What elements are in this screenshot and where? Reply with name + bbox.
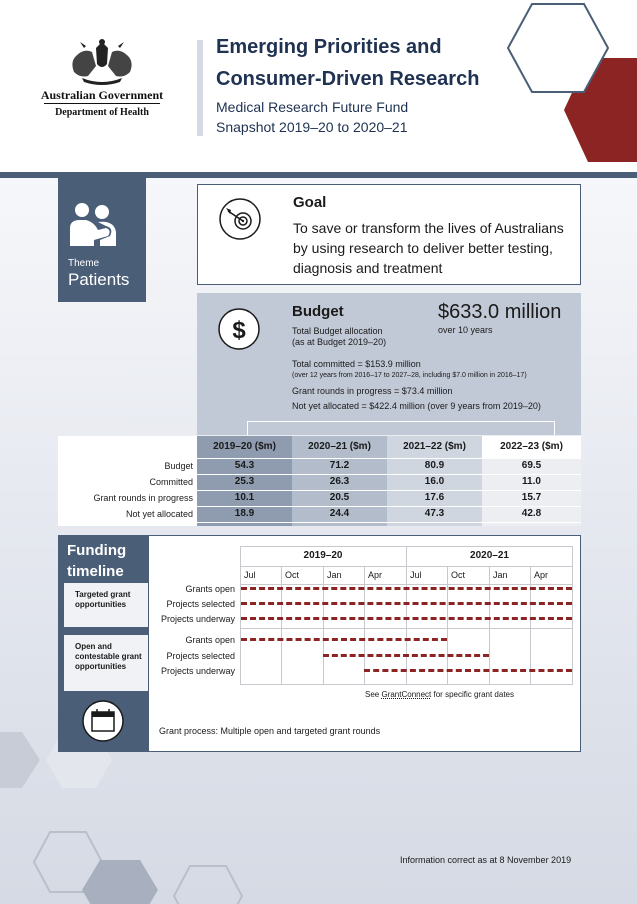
grid-line: [572, 546, 573, 684]
table-cell: 47.3: [424, 508, 445, 519]
table-cell: 42.8: [521, 508, 542, 519]
page-title-line2: Consumer-Driven Research: [216, 68, 480, 90]
year-header: 2019–20: [303, 550, 343, 561]
funding-timeline-title-line1: Funding: [67, 542, 127, 559]
row-label: Committed: [149, 477, 193, 487]
funding-timeline-title: [67, 540, 126, 582]
calendar-icon: [81, 699, 125, 743]
budget-committed: Total committed = $153.9 million: [292, 359, 421, 369]
funding-timeline-title-line2: timeline: [67, 563, 124, 580]
table-header: 2021–22 ($m): [403, 441, 466, 452]
subtitle-line1: Medical Research Future Fund: [216, 99, 409, 115]
month-header: Apr: [368, 570, 383, 580]
lane-label: Grants open: [185, 584, 235, 594]
month-header: Jan: [493, 570, 508, 580]
goal-box: [197, 184, 581, 285]
budget-title: Budget: [292, 303, 344, 320]
grid-line: [530, 566, 531, 684]
table-cell: 18.9: [234, 508, 255, 519]
timeline-bar: [241, 602, 572, 605]
budget-bracket: [247, 421, 555, 435]
lane-label: Grants open: [185, 635, 235, 645]
timeline-bar: [364, 669, 572, 672]
row-label: Grant rounds in progress: [93, 493, 193, 503]
year-header: 2020–21: [470, 550, 509, 561]
table-cell: 10.1: [234, 492, 255, 503]
grantconnect-link[interactable]: GrantConnect: [381, 690, 432, 699]
open-grant-box: [64, 635, 148, 691]
grid-line: [240, 546, 241, 684]
table-cell: 15.7: [521, 492, 542, 503]
budget-total: $633.0 million: [438, 301, 562, 323]
budget-committed-note: (over 12 years from 2016–17 to 2027–28, including $7.0 million in 2016–17): [292, 372, 527, 379]
grid-line: [489, 566, 490, 684]
funding-timeline-grid: [148, 535, 581, 752]
table-header: 2020–21 ($m): [308, 441, 371, 452]
month-header: Jul: [244, 570, 256, 580]
grid-line: [323, 566, 324, 684]
table-cell: 26.3: [329, 476, 350, 487]
gov-divider: [44, 103, 160, 104]
lane-label: Projects underway: [160, 666, 235, 676]
table-cell: 11.0: [522, 476, 541, 487]
theme-name: Patients: [68, 270, 130, 289]
row-label: Not yet allocated: [125, 509, 193, 519]
dollar-icon: [217, 307, 261, 351]
budget-grants-in-progress: Grant rounds in progress = $73.4 million: [292, 386, 453, 396]
month-header: Oct: [285, 570, 300, 580]
table-header: 2022–23 ($m): [500, 441, 563, 452]
grid-line: [447, 566, 448, 684]
dept-name: Department of Health: [55, 107, 149, 118]
header: [0, 0, 637, 172]
table-cell: 25.3: [234, 476, 255, 487]
targeted-grant-box: [64, 583, 148, 627]
theme-tile: [58, 178, 146, 302]
subtitle-line2: Snapshot 2019–20 to 2020–21: [216, 119, 408, 135]
timeline-bar: [241, 638, 447, 641]
timeline-bar: [323, 654, 489, 657]
table-cell: 16.0: [424, 476, 445, 487]
row-divider: [197, 522, 581, 523]
grid-line: [240, 684, 573, 685]
footer-note: Information correct as at 8 November 2019: [400, 855, 572, 865]
target-icon: [218, 197, 262, 241]
table-cell: 54.3: [234, 460, 255, 471]
lane-label: Projects underway: [160, 614, 235, 624]
budget-not-allocated: Not yet allocated = $422.4 million (over 9 years from 2019–20): [292, 401, 541, 411]
grant-process-note: Grant process: Multiple open and targeted grant rounds: [159, 726, 381, 736]
title-accent-bar: [197, 40, 203, 136]
budget-desc-line2: (as at Budget 2019–20): [292, 337, 387, 347]
open-grant-label: Open and contestable grant opportunities: [75, 642, 142, 671]
grantconnect-note: [365, 690, 514, 699]
table-cell: 20.5: [329, 492, 350, 503]
budget-box: [197, 293, 581, 435]
table-cell: 69.5: [521, 460, 542, 471]
table-header: 2019–20 ($m): [213, 441, 276, 452]
budget-desc-line1: Total Budget allocation: [292, 326, 383, 336]
funding-timeline-panel: [58, 535, 148, 752]
row-label: Budget: [164, 461, 193, 471]
targeted-grant-label: Targeted grant opportunities: [75, 590, 131, 609]
page-title-line1: Emerging Priorities and: [216, 36, 442, 58]
goal-title: Goal: [293, 194, 327, 211]
lane-label: Projects selected: [166, 599, 235, 609]
coat-of-arms-icon: [62, 38, 142, 86]
grantconnect-note-suffix: for specific grant dates: [431, 690, 514, 699]
grid-line: [406, 546, 407, 684]
patients-icon: [68, 200, 118, 250]
table-cell: 71.2: [329, 460, 350, 471]
budget-desc: [292, 326, 432, 348]
lane-label: Projects selected: [166, 651, 235, 661]
table-cell: 17.6: [424, 492, 445, 503]
gov-name: Australian Government: [40, 88, 164, 102]
timeline-bar: [241, 617, 572, 620]
goal-text: To save or transform the lives of Australians by using research to deliver better testing, diagnosis and treatment: [293, 220, 564, 276]
budget-total-sub: over 10 years: [438, 325, 493, 335]
month-header: Jan: [327, 570, 342, 580]
budget-table: [58, 436, 581, 526]
table-cell: 24.4: [329, 508, 350, 519]
table-cell: 80.9: [424, 460, 445, 471]
grantconnect-note-prefix: See: [365, 690, 382, 699]
timeline-bar: [241, 587, 572, 590]
grid-line: [281, 566, 282, 684]
month-header: Apr: [534, 570, 549, 580]
hexagon-decoration-icon: [500, 0, 637, 172]
svg-text:$: $: [232, 317, 246, 344]
month-header: Jul: [410, 570, 422, 580]
month-header: Oct: [451, 570, 466, 580]
grid-line: [364, 566, 365, 684]
theme-label: Theme: [68, 258, 100, 269]
